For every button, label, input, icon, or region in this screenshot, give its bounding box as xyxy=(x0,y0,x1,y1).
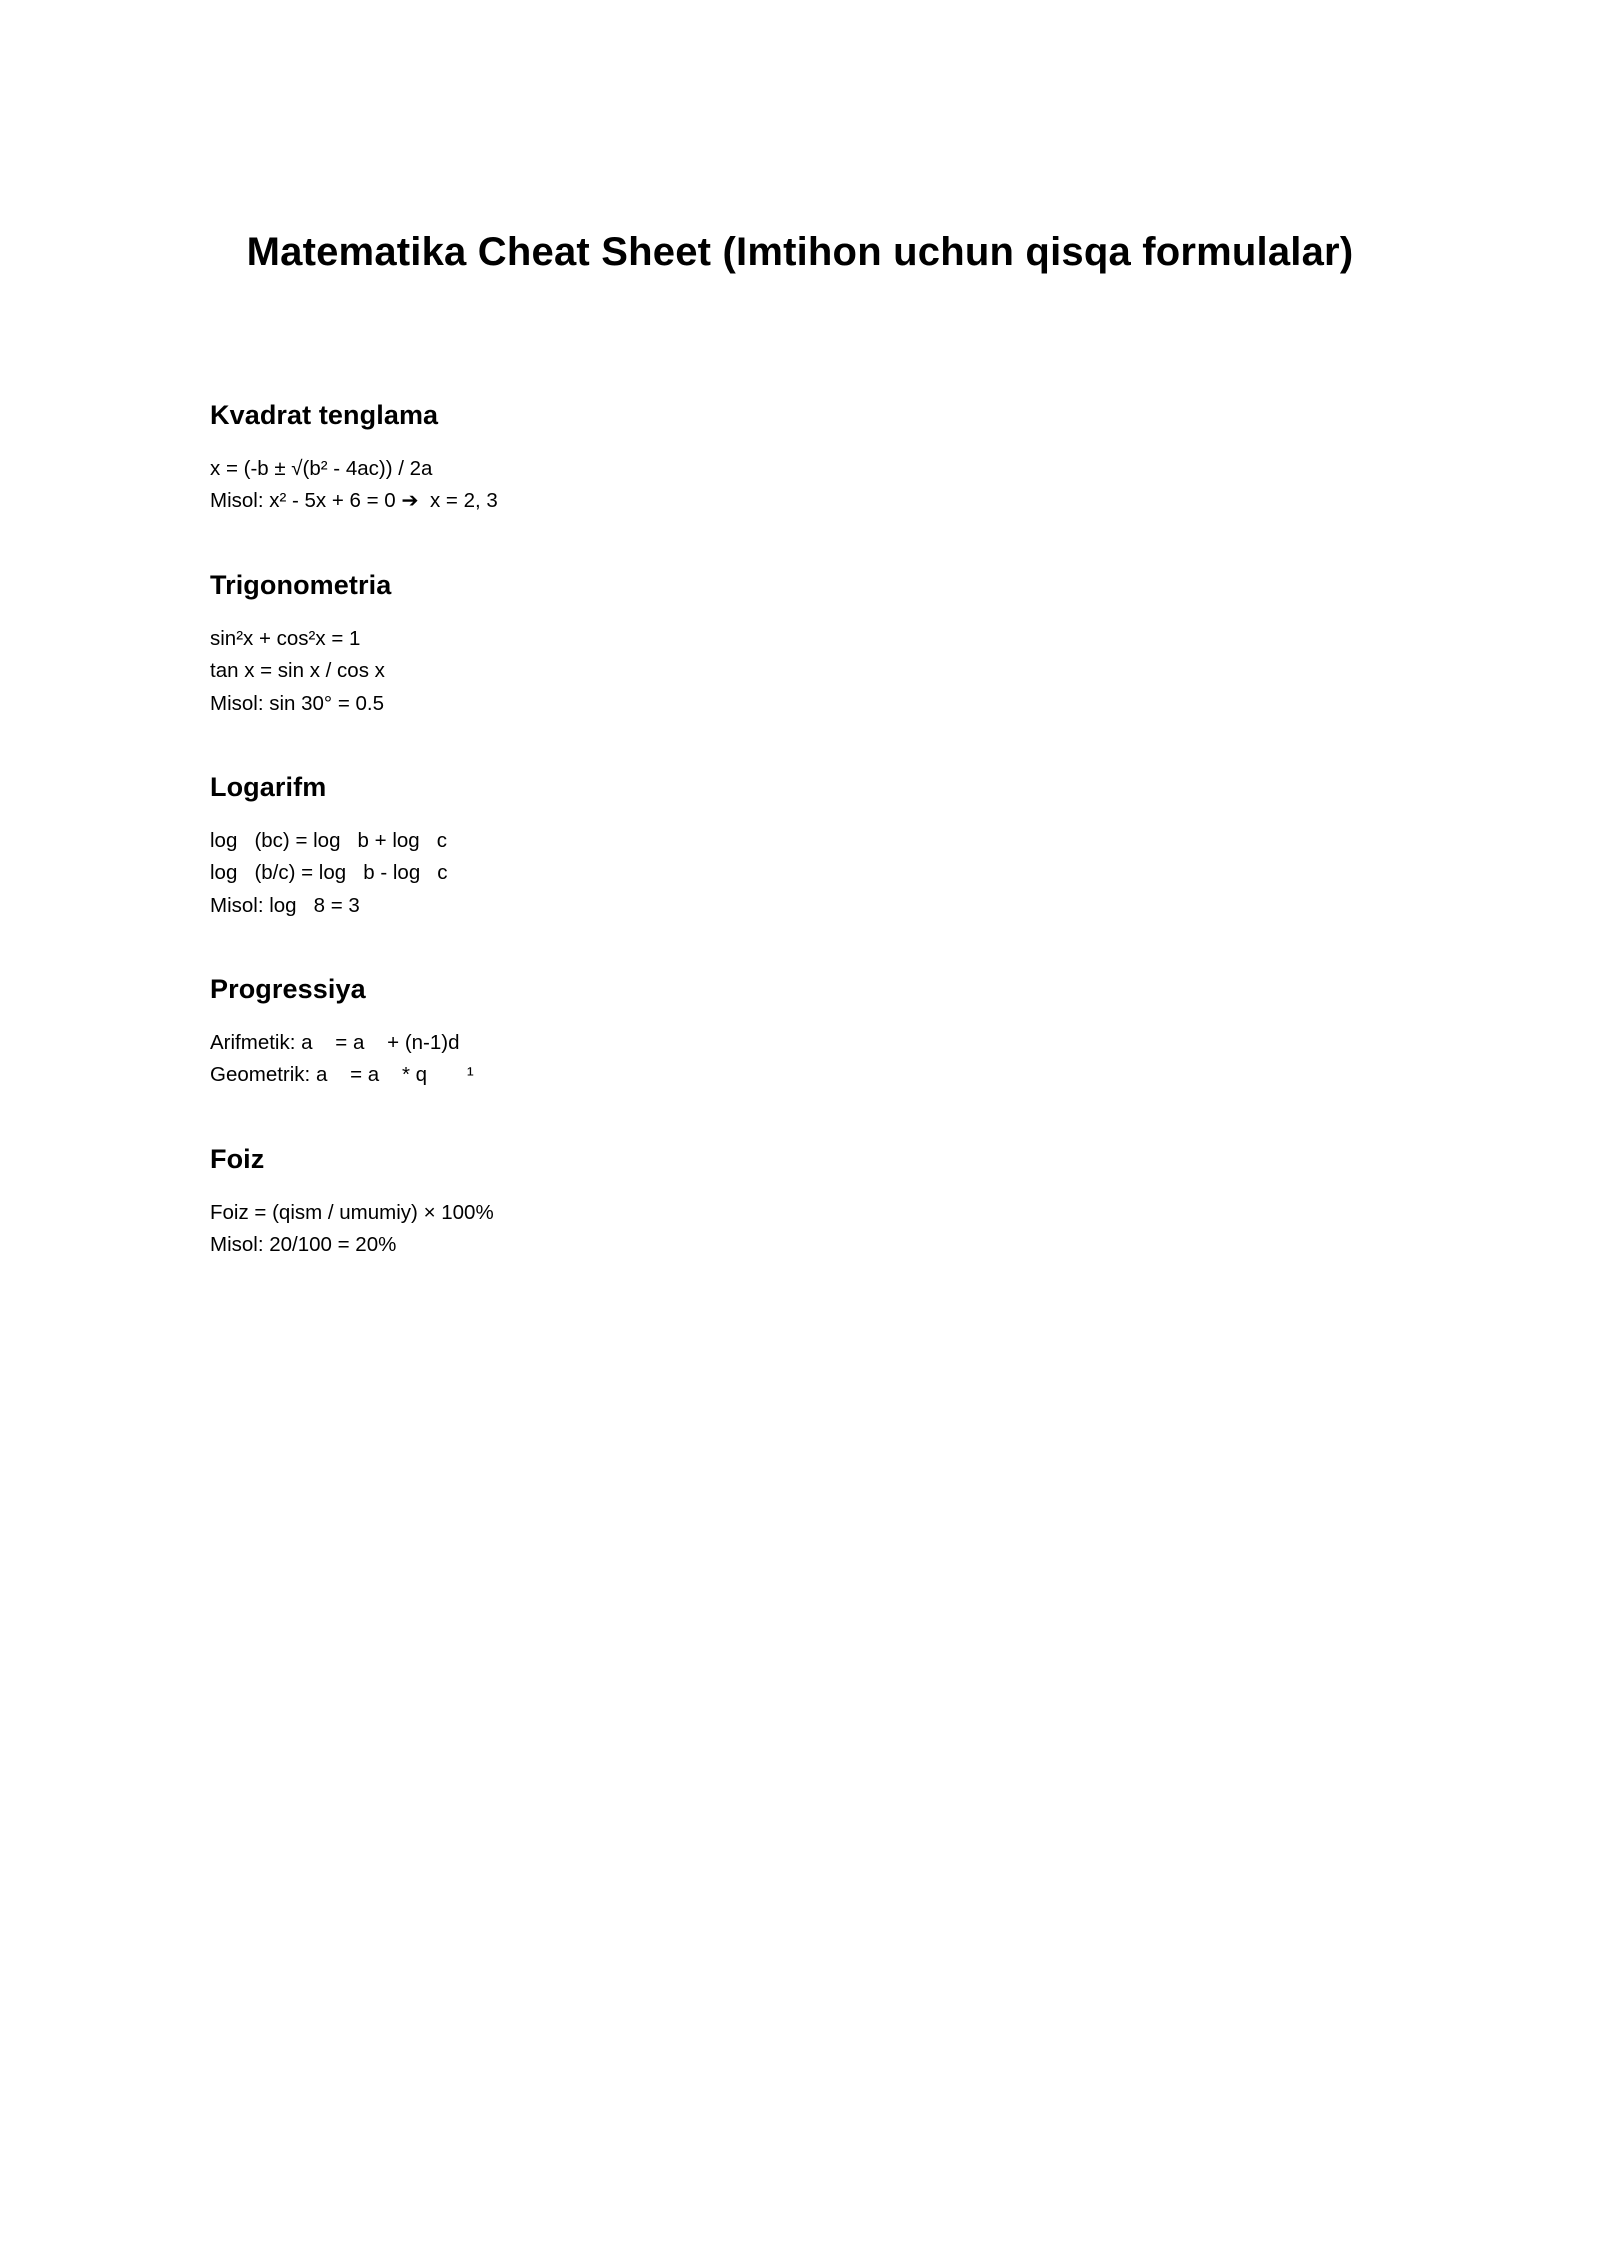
section-foiz xyxy=(210,1144,1390,1262)
section-progressiya xyxy=(210,974,1390,1092)
section-body xyxy=(210,825,1390,922)
formula-line: Arifmetik: a = a + (n-1)d xyxy=(210,1031,460,1054)
section-heading: Logarifm xyxy=(210,771,327,802)
section-trigonometria xyxy=(210,570,1390,720)
section-body xyxy=(210,1027,1390,1092)
formula-line: Foiz = (qism / umumiy) × 100% xyxy=(210,1200,494,1224)
formula-line: log (bc) = log b + log c xyxy=(210,828,448,852)
section-kvadrat-tenglama xyxy=(210,400,1390,518)
formula-line: Misol: 20/100 = 20% xyxy=(210,1233,397,1257)
section-heading: Progressiya xyxy=(210,974,366,1004)
formula-line: Geometrik: a = a * q ¹ xyxy=(210,1063,474,1087)
section-logarifm xyxy=(210,772,1390,922)
formula-line: x = (-b ± √(b² - 4ac)) / 2a xyxy=(210,457,433,480)
formula-line: tan x = sin x / cos x xyxy=(210,659,385,683)
section-body xyxy=(210,1197,1390,1262)
page-title: Matematika Cheat Sheet (Imtihon uchun qisqa formulalar) xyxy=(246,229,1354,274)
formula-line: log (b/c) = log b - log c xyxy=(210,861,448,885)
formula-line: Misol: x² - 5x + 6 = 0 ➔ x = 2, 3 xyxy=(210,489,498,513)
section-heading: Kvadrat tenglama xyxy=(210,400,439,430)
section-body xyxy=(210,623,1390,720)
formula-line: sin²x + cos²x = 1 xyxy=(210,626,361,650)
formula-line: Misol: log 8 = 3 xyxy=(210,893,360,917)
document-content xyxy=(210,400,1390,1314)
formula-line: Misol: sin 30° = 0.5 xyxy=(210,691,384,715)
section-heading: Foiz xyxy=(210,1143,265,1174)
section-heading: Trigonometria xyxy=(210,569,392,600)
section-body xyxy=(210,453,1390,518)
